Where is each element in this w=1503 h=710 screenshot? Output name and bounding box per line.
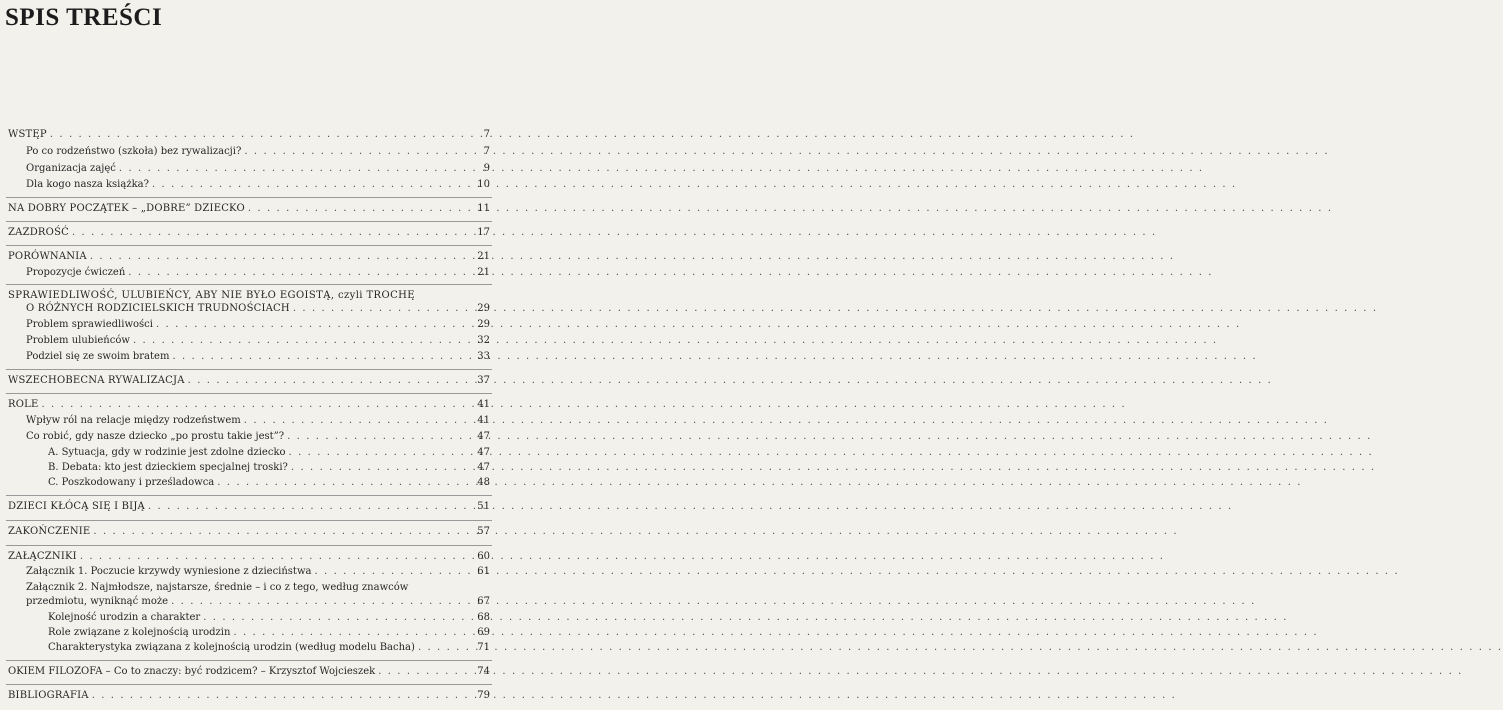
leader-dots — [72, 227, 473, 239]
toc-entry-page: 48 — [477, 477, 490, 488]
toc-entry-page: 9 — [483, 163, 490, 174]
section-divider — [6, 284, 492, 285]
leader-dots — [314, 566, 473, 578]
table-of-contents — [0, 0, 500, 710]
toc-entry-page: 47 — [477, 431, 490, 442]
leader-dots — [90, 251, 473, 263]
leader-dots — [217, 477, 473, 489]
toc-entry-title: Propozycje ćwiczeń — [26, 267, 126, 278]
toc-entry-title: DZIECI KŁÓCĄ SIĘ I BIJĄ — [8, 501, 145, 512]
section-divider — [6, 369, 492, 370]
toc-entry-title: B. Debata: kto jest dzieckiem specjalnej troski? — [48, 462, 288, 473]
leader-dots — [133, 335, 473, 347]
toc-entry-title: przedmiotu, wyniknąć może — [26, 596, 169, 607]
toc-entry[interactable] — [8, 501, 490, 513]
toc-entry-title: Role związane z kolejnością urodzin — [48, 627, 231, 638]
toc-entry-title: Podziel się ze swoim bratem — [26, 351, 170, 362]
leader-dots — [248, 203, 473, 215]
section-divider — [6, 660, 492, 661]
toc-entry-page: 7 — [483, 146, 490, 157]
leader-dots — [233, 627, 473, 639]
toc-entry-title: ZAKOŃCZENIE — [8, 526, 91, 537]
toc-entry-title: O RÓŻNYCH RODZICIELSKICH TRUDNOŚCIACH — [26, 303, 290, 314]
toc-entry-page: 71 — [477, 642, 490, 653]
leader-dots — [378, 666, 473, 678]
toc-entry-title: ZAZDROŚĆ — [8, 227, 69, 238]
leader-dots — [293, 303, 473, 315]
toc-entry[interactable] — [48, 462, 490, 474]
toc-entry-page: 41 — [477, 399, 490, 410]
toc-entry-title: A. Sytuacja, gdy w rodzinie jest zdolne dziecko — [48, 447, 286, 458]
toc-entry-page: 29 — [477, 303, 490, 314]
toc-entry[interactable] — [26, 335, 490, 347]
leader-dots — [418, 642, 473, 654]
toc-entry[interactable] — [48, 642, 490, 654]
toc-entry[interactable] — [8, 666, 490, 678]
toc-entry[interactable] — [8, 203, 490, 215]
leader-dots — [291, 462, 473, 474]
page-title: SPIS TREŚCI — [5, 4, 163, 31]
toc-entry[interactable] — [8, 690, 490, 702]
toc-entry[interactable] — [48, 447, 490, 459]
leader-dots — [92, 690, 473, 702]
leader-dots — [148, 501, 473, 513]
toc-entry-title: ZAŁĄCZNIKI — [8, 551, 77, 562]
leader-dots — [289, 447, 473, 459]
toc-entry[interactable] — [26, 431, 490, 443]
toc-entry-title: Problem sprawiedliwości — [26, 319, 153, 330]
section-divider — [6, 221, 492, 222]
section-divider — [6, 545, 492, 546]
toc-entry[interactable] — [26, 566, 490, 578]
toc-entry-page: 47 — [477, 447, 490, 458]
toc-entry-page: 60 — [477, 551, 490, 562]
section-divider — [6, 393, 492, 394]
toc-entry-title: Co robić, gdy nasze dziecko „po prostu takie jest”? — [26, 431, 285, 442]
leader-dots — [203, 612, 473, 624]
toc-entry-page: 69 — [477, 627, 490, 638]
leader-dots — [50, 129, 473, 141]
section-divider — [6, 197, 492, 198]
toc-entry-page: 41 — [477, 415, 490, 426]
toc-entry[interactable] — [8, 129, 490, 141]
toc-entry[interactable] — [26, 179, 490, 191]
toc-entry-page: 21 — [477, 267, 490, 278]
toc-entry-page: 7 — [483, 129, 490, 140]
leader-dots — [156, 319, 473, 331]
toc-entry[interactable] — [26, 415, 490, 427]
toc-entry-page: 67 — [477, 596, 490, 607]
toc-entry-title: WSTĘP — [8, 129, 47, 140]
toc-entry[interactable] — [26, 596, 490, 608]
toc-entry-title: PORÓWNANIA — [8, 251, 87, 262]
toc-entry-title: Po co rodzeństwo (szkoła) bez rywalizacji? — [26, 146, 242, 157]
toc-entry-page: 61 — [477, 566, 490, 577]
toc-entry[interactable] — [8, 227, 490, 239]
toc-entry-title: Kolejność urodzin a charakter — [48, 612, 201, 623]
toc-entry-title: Wpływ ról na relacje między rodzeństwem — [26, 415, 241, 426]
toc-entry-page: 33 — [477, 351, 490, 362]
toc-entry-title[interactable]: SPRAWIEDLIWOŚĆ, ULUBIEŃCY, ABY NIE BYŁO EGOISTĄ, czyli TROCHĘ — [8, 290, 415, 301]
toc-entry[interactable] — [8, 251, 490, 263]
toc-entry-title: C. Poszkodowany i prześladowca — [48, 477, 215, 488]
toc-entry-page: 79 — [477, 690, 490, 701]
toc-entry-page: 68 — [477, 612, 490, 623]
toc-entry[interactable] — [8, 399, 490, 411]
toc-entry[interactable] — [26, 351, 490, 363]
toc-entry-title: Dla kogo nasza książka? — [26, 179, 149, 190]
section-divider — [6, 245, 492, 246]
toc-entry-title: Organizacja zajęć — [26, 163, 116, 174]
leader-dots — [80, 551, 473, 563]
toc-entry-title: Charakterystyka związana z kolejnością urodzin (według modelu Bacha) — [48, 642, 415, 653]
section-divider — [6, 495, 492, 496]
toc-entry[interactable] — [8, 526, 490, 538]
toc-entry-title: Załącznik 1. Poczucie krzywdy wyniesione z dzieciństwa — [26, 566, 312, 577]
toc-entry[interactable] — [48, 477, 490, 489]
toc-entry-title[interactable]: Załącznik 2. Najmłodsze, najstarsze, średnie – i co z tego, według znawców — [26, 582, 409, 593]
toc-entry-page: 47 — [477, 462, 490, 473]
toc-entry-title: NA DOBRY POCZĄTEK – „DOBRE” DZIECKO — [8, 203, 245, 214]
toc-entry-title: ROLE — [8, 399, 39, 410]
toc-entry-page: 57 — [477, 526, 490, 537]
toc-entry-title: OKIEM FILOZOFA – Co to znaczy: być rodzicem? – Krzysztof Wojcieszek — [8, 666, 376, 677]
toc-entry-page: 74 — [477, 666, 490, 677]
toc-entry-page: 10 — [477, 179, 490, 190]
toc-entry[interactable] — [26, 267, 490, 279]
leader-dots — [172, 351, 473, 363]
toc-entry[interactable] — [26, 163, 490, 175]
toc-entry-page: 37 — [477, 375, 490, 386]
toc-entry-page: 17 — [477, 227, 490, 238]
leader-dots — [244, 415, 473, 427]
section-divider — [6, 520, 492, 521]
leader-dots — [188, 375, 473, 387]
toc-entry-title: BIBLIOGRAFIA — [8, 690, 89, 701]
section-divider — [6, 684, 492, 685]
leader-dots — [119, 163, 473, 175]
toc-entry-page: 21 — [477, 251, 490, 262]
leader-dots — [244, 146, 473, 158]
leader-dots — [152, 179, 473, 191]
toc-entry-page: 11 — [477, 203, 490, 214]
toc-entry-title: WSZECHOBECNA RYWALIZACJA — [8, 375, 185, 386]
toc-entry-page: 32 — [477, 335, 490, 346]
toc-entry-page: 51 — [477, 501, 490, 512]
toc-entry[interactable] — [26, 303, 490, 315]
toc-entry-title: Problem ulubieńców — [26, 335, 130, 346]
toc-entry[interactable] — [26, 146, 490, 158]
leader-dots — [171, 596, 473, 608]
leader-dots — [128, 267, 473, 279]
toc-entry[interactable] — [8, 375, 490, 387]
leader-dots — [93, 526, 473, 538]
toc-entry-page: 29 — [477, 319, 490, 330]
toc-entry[interactable] — [8, 551, 490, 563]
toc-entry[interactable] — [48, 627, 490, 639]
toc-entry[interactable] — [26, 319, 490, 331]
leader-dots — [41, 399, 473, 411]
toc-entry[interactable] — [48, 612, 490, 624]
leader-dots — [287, 431, 473, 443]
